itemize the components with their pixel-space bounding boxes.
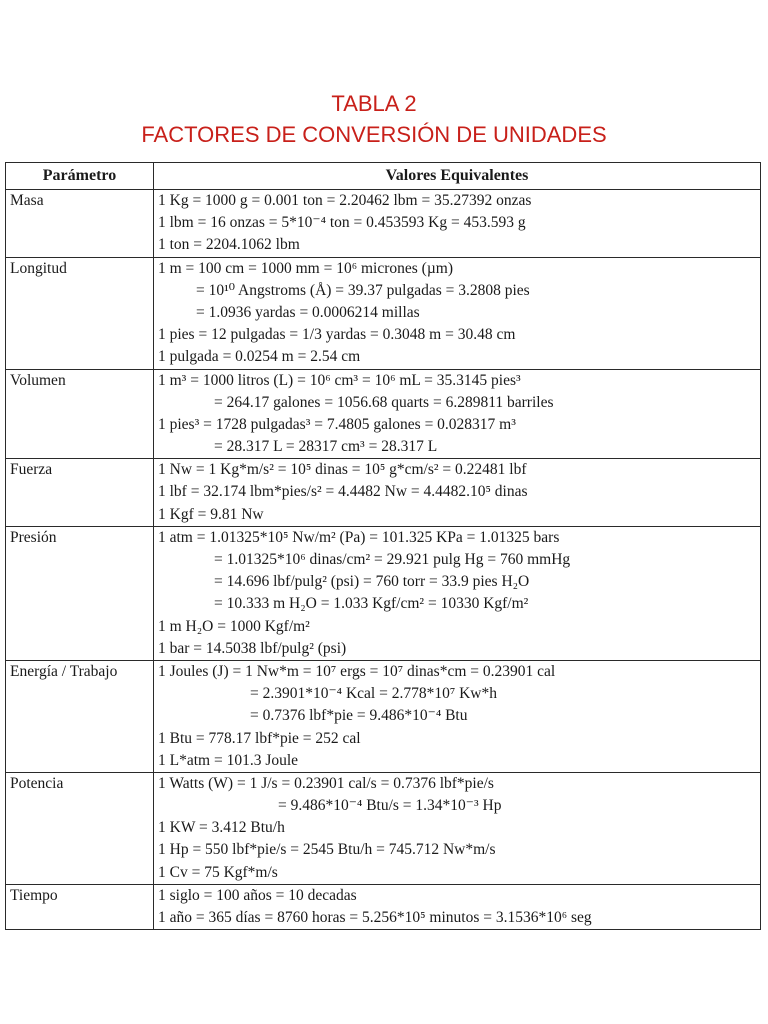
equivalence-continuation-line: = 264.17 galones = 1056.68 quarts = 6.289811 barriles xyxy=(214,393,554,411)
equivalence-line: 1 Cv = 75 Kgf*m/s xyxy=(158,863,278,881)
equivalence-line: 1 m³ = 1000 litros (L) = 10⁶ cm³ = 10⁶ mL = 35.3145 pies³ xyxy=(158,371,521,389)
equivalence-continuation-line: = 14.696 lbf/pulg² (psi) = 760 torr = 33.9 pies H₂O xyxy=(214,573,530,591)
table-row xyxy=(6,459,761,527)
equivalence-line: 1 KW = 3.412 Btu/h xyxy=(158,819,285,837)
table-row xyxy=(6,257,761,369)
values-cell xyxy=(154,526,761,660)
equivalence-continuation-line: = 1.01325*10⁶ dinas/cm² = 29.921 pulg Hg = 760 mmHg xyxy=(214,551,571,568)
equivalence-line: 1 Watts (W) = 1 J/s = 0.23901 cal/s = 0.7376 lbf*pie/s xyxy=(158,774,494,792)
equivalence-line: 1 Kgf = 9.81 Nw xyxy=(158,505,264,523)
equivalence-continuation-line: = 9.486*10⁻⁴ Btu/s = 1.34*10⁻³ Hp xyxy=(278,797,502,815)
equivalence-continuation-line: = 1.0936 yardas = 0.0006214 millas xyxy=(196,303,420,321)
values-cell xyxy=(154,660,761,772)
parameter-cell: Fuerza xyxy=(6,459,154,527)
conversion-table xyxy=(5,162,761,930)
equivalence-line: 1 bar = 14.5038 lbf/pulg² (psi) xyxy=(158,639,347,657)
equivalence-continuation-line: = 10.333 m H₂O = 1.033 Kgf/cm² = 10330 Kgf/m² xyxy=(214,595,529,613)
table-row xyxy=(6,526,761,660)
table-row xyxy=(6,884,761,929)
header-row xyxy=(6,163,761,190)
equivalence-line: 1 pulgada = 0.0254 m = 2.54 cm xyxy=(158,348,361,366)
equivalence-continuation-line: = 2.3901*10⁻⁴ Kcal = 2.778*10⁷ Kw*h xyxy=(250,685,497,703)
header-valores-equivalentes: Valores Equivalentes xyxy=(154,163,761,190)
equivalence-line: 1 atm = 1.01325*10⁵ Nw/m² (Pa) = 101.325 KPa = 1.01325 bars xyxy=(158,528,560,546)
equivalence-line: 1 Btu = 778.17 lbf*pie = 252 cal xyxy=(158,729,361,747)
equivalence-line: 1 ton = 2204.1062 lbm xyxy=(158,236,300,254)
parameter-cell: Volumen xyxy=(6,369,154,459)
values-cell xyxy=(154,369,761,459)
document-heading xyxy=(0,88,768,150)
table-title: FACTORES DE CONVERSIÓN DE UNIDADES xyxy=(141,122,607,147)
values-cell xyxy=(154,772,761,884)
parameter-cell: Masa xyxy=(6,190,154,258)
values-cell xyxy=(154,884,761,929)
equivalence-line: 1 Joules (J) = 1 Nw*m = 10⁷ ergs = 10⁷ dinas*cm = 0.23901 cal xyxy=(158,662,556,680)
header-parametro: Parámetro xyxy=(6,163,154,190)
values-cell xyxy=(154,459,761,527)
parameter-cell: Presión xyxy=(6,526,154,660)
parameter-cell: Tiempo xyxy=(6,884,154,929)
table-row xyxy=(6,772,761,884)
table-row xyxy=(6,190,761,258)
equivalence-continuation-line: = 28.317 L = 28317 cm³ = 28.317 L xyxy=(214,438,438,456)
equivalence-line: 1 lbm = 16 onzas = 5*10⁻⁴ ton = 0.453593 Kg = 453.593 g xyxy=(158,214,526,232)
table-row xyxy=(6,660,761,772)
equivalence-line: 1 Hp = 550 lbf*pie/s = 2545 Btu/h = 745.712 Nw*m/s xyxy=(158,841,496,859)
equivalence-line: 1 m H₂O = 1000 Kgf/m² xyxy=(158,617,310,635)
values-cell xyxy=(154,190,761,258)
equivalence-continuation-line: = 10¹⁰ Angstroms (Å) = 39.37 pulgadas = 3.2808 pies xyxy=(196,281,530,299)
values-cell xyxy=(154,257,761,369)
equivalence-continuation-line: = 0.7376 lbf*pie = 9.486*10⁻⁴ Btu xyxy=(250,707,468,725)
parameter-cell: Energía / Trabajo xyxy=(6,660,154,772)
equivalence-line: 1 lbf = 32.174 lbm*pies/s² = 4.4482 Nw = 4.4482.10⁵ dinas xyxy=(158,483,528,501)
equivalence-line: 1 año = 365 días = 8760 horas = 5.256*10⁵ minutos = 3.1536*10⁶ seg xyxy=(158,909,592,926)
parameter-cell: Longitud xyxy=(6,257,154,369)
table-row xyxy=(6,369,761,459)
equivalence-line: 1 siglo = 100 años = 10 decadas xyxy=(158,886,357,904)
equivalence-line: 1 Kg = 1000 g = 0.001 ton = 2.20462 lbm = 35.27392 onzas xyxy=(158,192,532,209)
equivalence-line: 1 pies³ = 1728 pulgadas³ = 7.4805 galones = 0.028317 m³ xyxy=(158,415,516,433)
table-body xyxy=(6,190,761,930)
equivalence-line: 1 m = 100 cm = 1000 mm = 10⁶ micrones (µm) xyxy=(158,259,453,277)
table-header xyxy=(6,163,761,190)
table-number: TABLA 2 xyxy=(331,91,417,116)
equivalence-line: 1 L*atm = 101.3 Joule xyxy=(158,751,299,769)
equivalence-line: 1 Nw = 1 Kg*m/s² = 10⁵ dinas = 10⁵ g*cm/s² = 0.22481 lbf xyxy=(158,461,527,479)
parameter-cell: Potencia xyxy=(6,772,154,884)
equivalence-line: 1 pies = 12 pulgadas = 1/3 yardas = 0.3048 m = 30.48 cm xyxy=(158,326,516,344)
